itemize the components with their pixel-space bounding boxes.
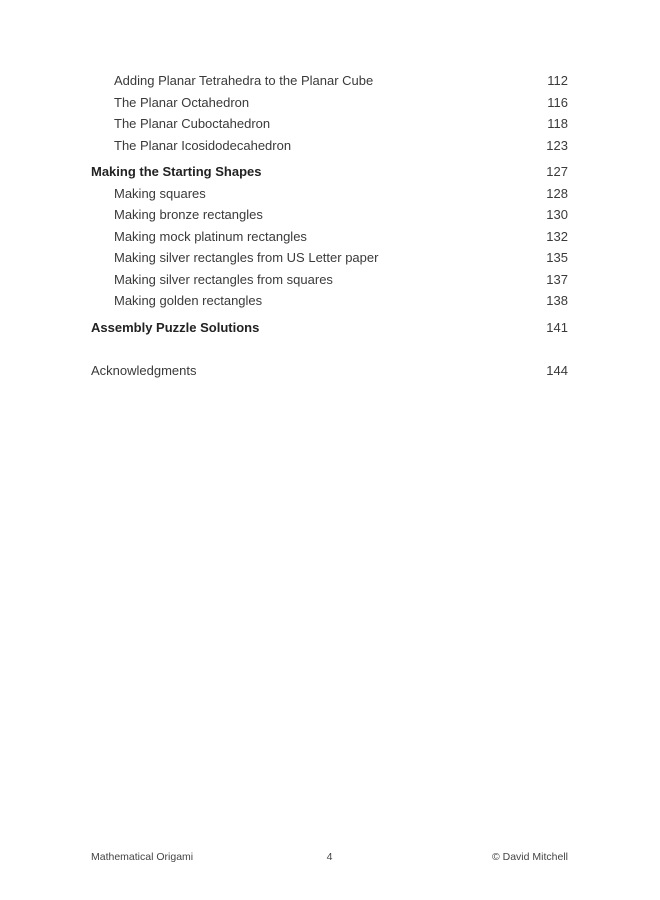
toc-entry-acknowledgments[interactable] [91,360,568,382]
toc-entry[interactable] [91,92,568,114]
table-of-contents [91,70,568,382]
toc-entry-title: The Planar Octahedron [114,94,250,110]
toc-entry[interactable] [91,183,568,205]
toc-entry-title: The Planar Icosidodecahedron [114,137,292,153]
toc-entry-page: 138 [546,293,568,308]
toc-entry-page: 130 [546,207,568,222]
toc-entry-page: 112 [547,73,568,88]
toc-entry[interactable] [91,113,568,135]
toc-entry-page: 137 [546,271,568,287]
toc-entry-title: The Planar Cuboctahedron [114,116,271,131]
toc-entry[interactable] [91,135,568,157]
toc-entry[interactable] [91,247,568,269]
toc-section-page: 141 [546,319,568,335]
toc-entry-page: 116 [547,94,568,110]
toc-entry[interactable] [91,70,568,92]
footer-page-number: 4 [326,851,333,863]
toc-entry-title: Making bronze rectangles [114,207,263,222]
toc-section-page: 127 [546,164,568,179]
toc-entry-title: Making squares [114,185,206,201]
toc-section-heading[interactable] [91,161,568,183]
toc-entry[interactable] [91,290,568,312]
toc-entry-page: 128 [546,185,568,201]
toc-section-title: Assembly Puzzle Solutions [91,319,260,335]
toc-entry-title: Making silver rectangles from US Letter paper [114,250,379,265]
toc-entry-page: 118 [547,116,568,131]
toc-entry[interactable] [91,269,568,291]
toc-entry-title: Acknowledgments [91,363,197,378]
page-footer [91,851,568,867]
toc-section-title: Making the Starting Shapes [91,164,262,179]
toc-entry-title: Making mock platinum rectangles [114,228,307,244]
toc-entry-title: Adding Planar Tetrahedra to the Planar Cube [114,73,374,88]
toc-entry-title: Making silver rectangles from squares [114,271,333,287]
toc-section-heading[interactable] [91,317,568,339]
toc-entry-page: 132 [546,228,568,244]
toc-entry-page: 135 [546,250,568,265]
toc-entry-title: Making golden rectangles [114,293,263,308]
toc-entry[interactable] [91,226,568,248]
toc-entry-page: 144 [546,363,568,378]
footer-copyright: © David Mitchell [491,851,568,863]
footer-book-title: Mathematical Origami [91,851,194,863]
toc-entry-page: 123 [546,137,568,153]
toc-entry[interactable] [91,204,568,226]
